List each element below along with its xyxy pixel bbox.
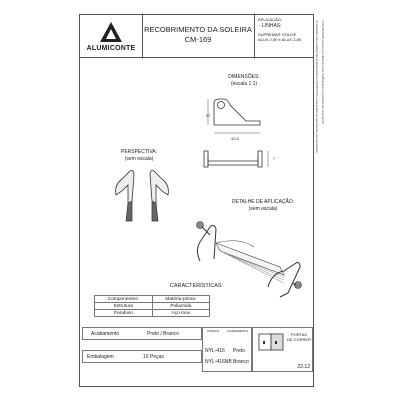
table-cell: Aço Inox bbox=[152, 310, 209, 317]
table-header-cell: Componentes: bbox=[95, 296, 153, 303]
table-row bbox=[95, 310, 210, 317]
dimensions-scale: (escala 1:1) bbox=[230, 81, 258, 87]
dimension-height: 27 bbox=[205, 113, 211, 118]
table-header-cell: Matéria-prima: bbox=[152, 296, 209, 303]
revision-number: 22.12 bbox=[297, 364, 310, 370]
application-detail-drawing bbox=[180, 213, 310, 303]
finish-label: Acabamento bbox=[91, 331, 120, 337]
application-area bbox=[254, 15, 313, 57]
doors-box bbox=[252, 327, 313, 372]
perspective-title: PERSPECTIVA: bbox=[120, 149, 158, 155]
logo-mark-icon bbox=[100, 22, 122, 42]
application-detail bbox=[258, 32, 312, 42]
code-finish: Preto bbox=[233, 348, 245, 354]
packaging-value: 10 Peças bbox=[143, 354, 164, 360]
packaging-label: Embalagem bbox=[87, 354, 114, 360]
document-title: RECOBRIMENTO DA SOLEIRA bbox=[144, 25, 252, 34]
doors-title-line-2: DE CORRER bbox=[286, 337, 311, 342]
doors-title bbox=[285, 332, 313, 342]
detail-scale: (sem escala) bbox=[248, 206, 278, 212]
characteristics-table bbox=[94, 295, 210, 317]
table-cell: Parafuso bbox=[95, 310, 153, 317]
side-note-1-text: Os desenhos deste catálogo são de propriedade da ALUMICONTE e não podem ser reproduzidos sem autorização. bbox=[315, 20, 318, 154]
title-area bbox=[142, 15, 255, 57]
finish-row bbox=[82, 327, 202, 340]
table-cell: Poliamida bbox=[152, 303, 209, 310]
side-note-2-text: A ALUMICONTE reserva-se o direito de fazer modificações nos produtos sem aviso prévio. bbox=[321, 20, 324, 125]
dimensions-title: DIMENSÕES: bbox=[228, 74, 260, 80]
application-lines: - LINHAS: bbox=[259, 23, 282, 29]
application-detail-line-1: SUPREMA® GOLD® bbox=[258, 32, 297, 37]
codes-header-finish: ACABAMENTO bbox=[227, 329, 248, 333]
characteristics-title: CARACTERÍSTICAS: bbox=[169, 283, 224, 289]
codes-box bbox=[202, 327, 252, 372]
table-row bbox=[95, 296, 210, 303]
side-note-2 bbox=[318, 20, 326, 380]
doors-title-line-1: PORTAS bbox=[290, 332, 308, 337]
packaging-row bbox=[82, 350, 202, 363]
application-label: APLICAÇÃO: bbox=[258, 17, 283, 22]
code-finish: Branco bbox=[233, 359, 249, 365]
table-cell: Estrutura bbox=[95, 303, 153, 310]
code-item: NYL-416 bbox=[205, 348, 225, 354]
table-row bbox=[95, 303, 210, 310]
product-code: CM-169 bbox=[184, 35, 212, 44]
dimension-width: 42,8 bbox=[231, 136, 239, 141]
perspective-drawing bbox=[108, 165, 178, 235]
detail-title: DETALHE DE APLICAÇÃO: bbox=[231, 199, 295, 205]
finish-value: Preto / Branco bbox=[147, 331, 179, 337]
code-item: NYL-416NB bbox=[205, 359, 232, 365]
perspective-scale: (sem escala) bbox=[124, 156, 154, 162]
drawing-sheet bbox=[79, 14, 314, 387]
sliding-door-icon bbox=[259, 334, 287, 350]
logo-area bbox=[80, 15, 143, 57]
application-detail-line-2: ALUX 2,59 e ALUX 2,85 bbox=[258, 37, 301, 42]
logo-text: ALUMICONTE bbox=[86, 45, 136, 52]
title-block bbox=[80, 15, 313, 58]
codes-header-code: CÓDIGO bbox=[207, 329, 220, 333]
dimension-side: 7 bbox=[272, 156, 276, 161]
